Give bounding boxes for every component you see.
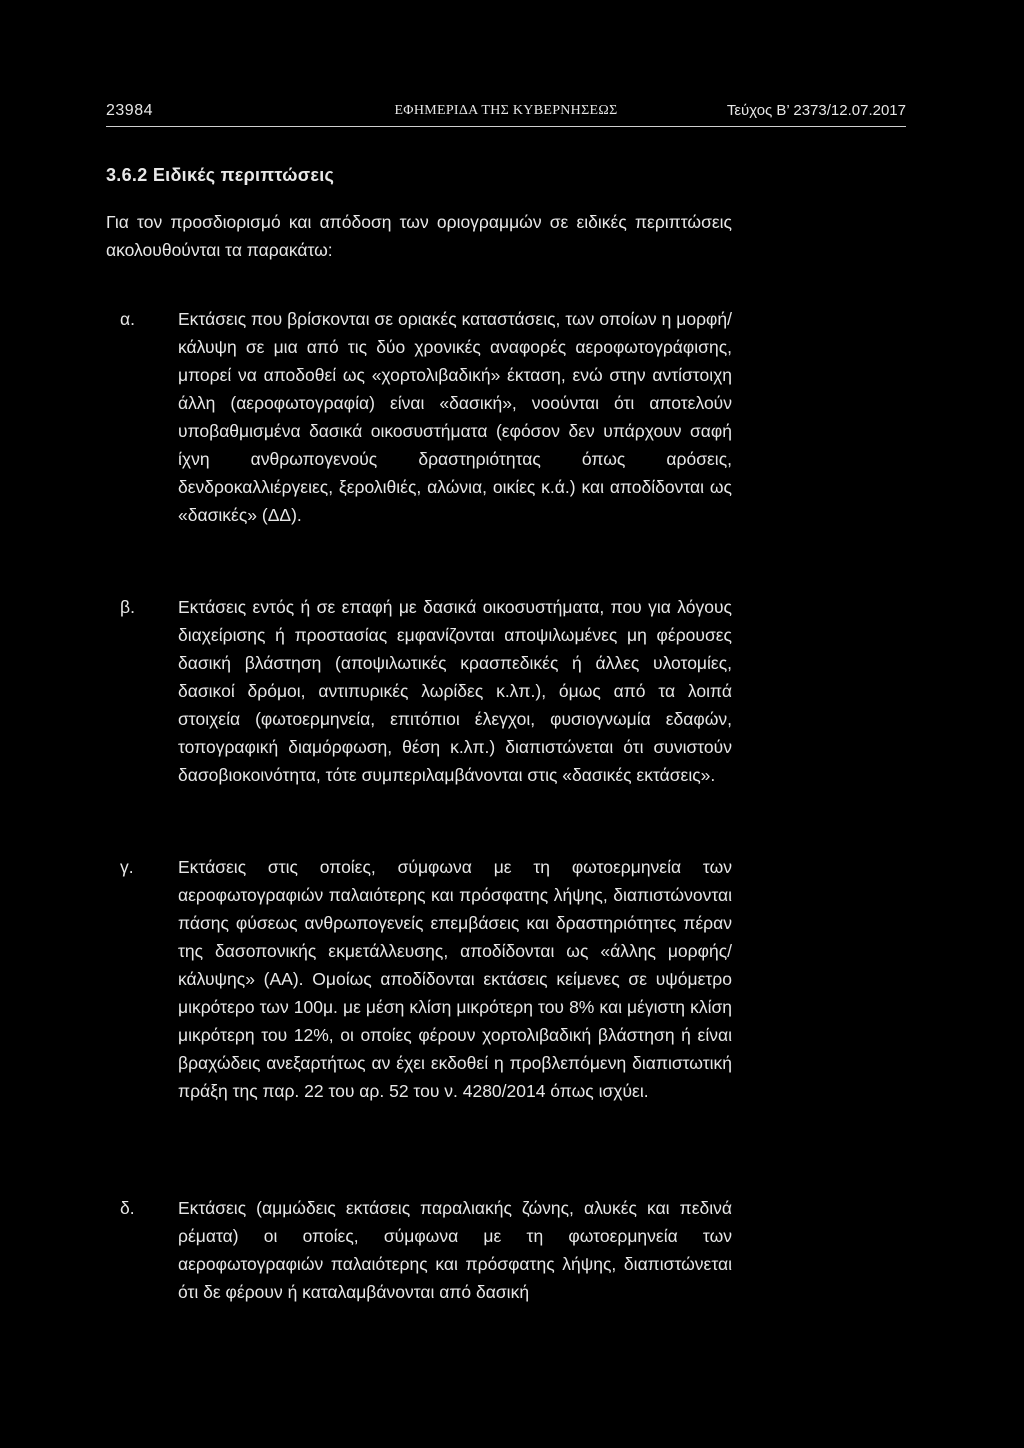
section-intro: Για τον προσδιορισμό και απόδοση των οριογραμμών σε ειδικές περιπτώσεις ακολουθούνται τα παρακάτω: [106,212,732,260]
gazette-title: ΕΦΗΜΕΡΙΔΑ ΤΗΣ ΚΥΒΕΡΝΗΣΕΩΣ [394,103,618,118]
section-heading: 3.6.2 Ειδικές περιπτώσεις [106,165,335,185]
list-item [106,305,732,529]
list-item-text: Εκτάσεις (αμμώδεις εκτάσεις παραλιακής ζώνης, αλυκές και πεδινά ρέματα) οι οποίες, σύμφωνα με τη φωτοερμηνεία των αεροφωτογραφιών παλαιότερης και πρόσφατης λήψης, διαπιστώνεται ότι δε φέρουν ή καταλαμβάνονται από δασική [178,1198,732,1302]
page-header [106,100,906,127]
list-item-marker: γ. [120,857,134,877]
list-item-text: Εκτάσεις στις οποίες, σύμφωνα με τη φωτοερμηνεία των αεροφωτογραφιών παλαιότερης και πρόσφατης λήψης, διαπιστώνονται πάσης φύσεως ανθρωπογενείς επεμβάσεις και δραστηριότητες πέραν της δασοπονικής εκμετάλλευσης, αποδίδονται ως «άλλης μορφής/κάλυψης» (ΑΑ). Ομοίως αποδίδονται εκτάσεις κείμενες σε υψόμετρο μικρότερο των 100μ. με μέση κλίση μικρότερη του 8% και μέγιστη κλίση μικρότερη του 12%, οι οποίες φέρουν χορτολιβαδική βλάστηση ή είναι βραχώδεις ανεξαρτήτως αν έχει εκδοθεί η προβλεπόμενη διαπιστωτική πράξη της παρ. 22 του αρ. 52 του ν. 4280/2014 όπως ισχύει. [178,857,732,1101]
list-item-text: Εκτάσεις εντός ή σε επαφή με δασικά οικοσυστήματα, που για λόγους διαχείρισης ή προστασίας εμφανίζονται αποψιλωμένες μη φέρουσες δασική βλάστηση (αποψιλωτικές κρασπεδικές ή άλλες υλοτομίες, δασικοί δρόμοι, αντιπυρικές λωρίδες κ.λπ.), όμως από τα λοιπά στοιχεία (φωτοερμηνεία, επιτόπιοι έλεγχοι, φυσιογνωμία εδαφών, τοπογραφική διαμόρφωση, θέση κ.λπ.) διαπιστώνεται ότι συνιστούν δασοβιοκοινότητα, τότε συμπεριλαμβάνονται στις «δασικές εκτάσεις». [178,597,732,785]
list-item [106,593,732,789]
list-item-marker: α. [120,309,135,329]
list-item-marker: δ. [120,1198,135,1218]
list-item [106,1194,732,1306]
issue-reference: Τεύχος Β’ 2373/12.07.2017 [726,102,906,119]
list-item-text: Εκτάσεις που βρίσκονται σε οριακές καταστάσεις, των οποίων η μορφή/κάλυψη σε μια από τις δύο χρονικές αναφορές αεροφωτογράφισης, μπορεί να αποδοθεί ως «χορτολιβαδική» έκταση, ενώ στην αντίστοιχη άλλη (αεροφωτογραφία) είναι «δασική», νοούνται ότι αποτελούν υποβαθμισμένα δασικά οικοσυστήματα (εφόσον δεν υπάρχουν σαφή ίχνη ανθρωπογενούς δραστηριότητας όπως αρόσεις, δενδροκαλλιέργειες, ξερολιθιές, αλώνια, οικίες κ.ά.) και αποδίδονται ως «δασικές» (ΔΔ). [178,309,732,525]
list-item [106,853,732,1105]
list-item-marker: β. [120,597,135,617]
page-number: 23984 [106,102,153,119]
